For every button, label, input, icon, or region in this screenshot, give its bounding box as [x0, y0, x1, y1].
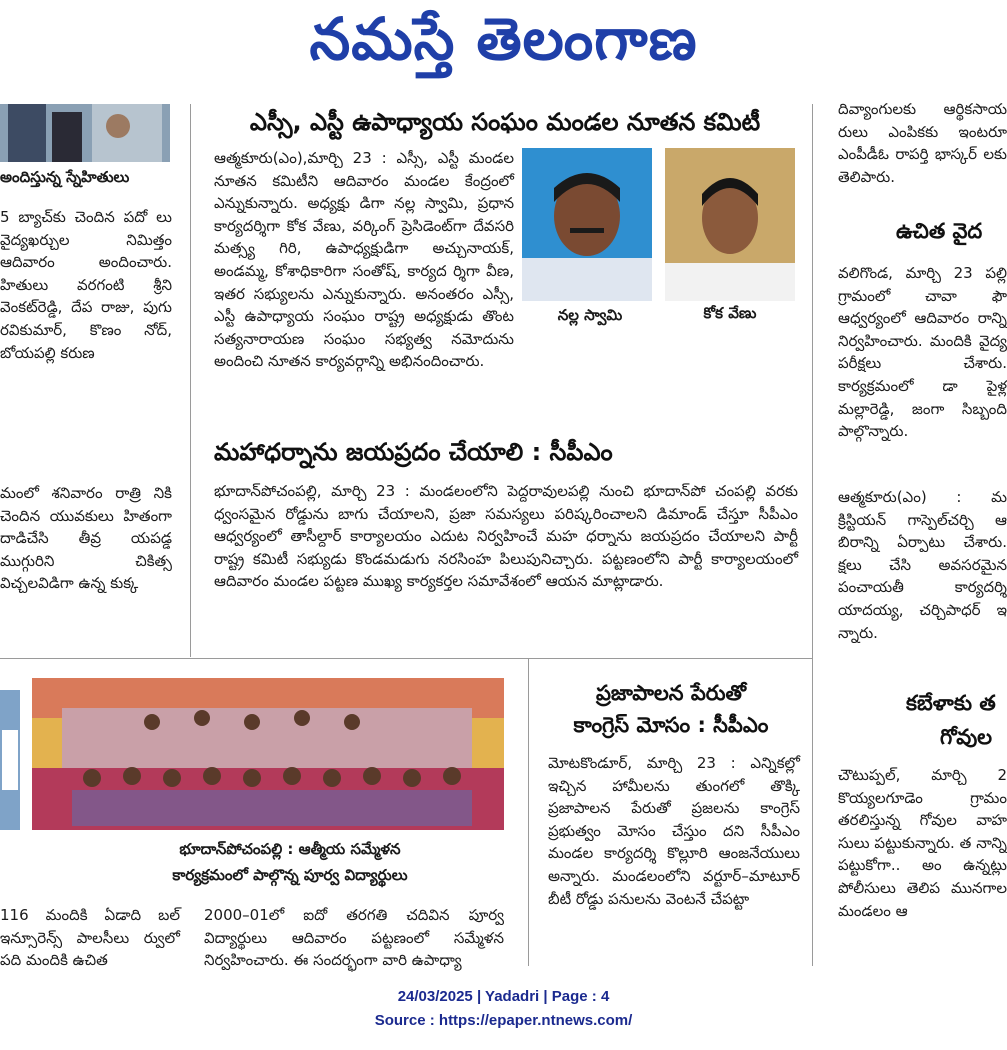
footer	[0, 985, 1007, 1033]
photo-nalla-swamy	[522, 148, 652, 301]
left-photo-2	[0, 690, 20, 830]
divider	[528, 659, 529, 966]
divider	[0, 658, 812, 659]
left-text-2: మంలో శనివారం రాత్రి నికి చెందిన యువకులు హితంగా దాడిచేసి తీవ్ర యపడ్డ ముగ్గురిని చికిత్స విచ్చలవిడిగా ఉన్న కుక్క	[0, 484, 172, 593]
photo-koka-venu	[665, 148, 795, 301]
article3-headline-1: ప్రజాపాలన పేరుతో	[596, 681, 746, 705]
article3-headline-2: కాంగ్రెస్ మోసం : సీపీఎం	[573, 713, 769, 737]
group-photo-caption-2: కార్యక్రమంలో పాల్గొన్న పూర్వ విద్యార్థులు	[172, 866, 408, 884]
right-headline-2b: గోవుల	[940, 725, 993, 749]
group-photo-caption-1: భూదాన్‌పోచంపల్లి : ఆత్మీయ సమ్మేళన	[179, 840, 401, 858]
photo1-caption: నల్ల స్వామి	[557, 306, 623, 324]
right-text-1: దివ్యాంగులకు ఆర్థికసాయ రులు ఎంపికకు ఇంటరూ ఎంపీడీఓ రాపర్తి భాస్కర్ లకు తెలిపారు.	[838, 100, 1007, 186]
masthead	[0, 0, 1007, 80]
left-photo	[0, 104, 170, 162]
article3-body: మోటకొండూర్, మార్చి 23 : ఎన్నికల్లో ఇచ్చిన హామీలను తుంగలో తొక్కి ప్రజాపాలన పేరుతో ప్రజలను కాంగ్రెస్ ప్రభుత్వం మోసం చేస్తుం దని సీపీఎం మండల కార్యదర్శి కొల్లూరి ఆంజనేయులు అన్నారు. మండలంలోని వర్టూర్–మాటూర్ బీటీ రోడ్డు పనులను వెంటనే చేపట్టా	[548, 754, 800, 908]
group-photo	[32, 678, 504, 830]
left-photo-caption: అందిస్తున్న స్నేహితులు	[0, 168, 130, 186]
divider	[190, 104, 191, 657]
group-photo-body: 2000–01లో ఐదో తరగతి చదివిన పూర్వ విద్యార్థులు ఆదివారం పట్టణంలో సమ్మేళన నిర్వహించారు. ఈ సందర్భంగా వారి ఉపాధ్యా	[204, 906, 504, 970]
article2-headline: మహాధర్నాను జయప్రదం చేయాలి : సీపీఎం	[214, 438, 613, 466]
article2-body: భూదాన్‌పోచంపల్లి, మార్చి 23 : మండలంలోని పెద్దరావులపల్లి నుంచి భూదాన్‌పో చంపల్లి వరకు ధ్వంసమైన రోడ్డును బాగు చేయాలని, ప్రజా సమస్యలు పరిష్కరించాలని డిమాండ్ చేస్తూ సీపీఎం ఆధ్వర్యంలో తాసీల్దార్ కార్యాలయం ఎదుట నిర్వహించే మహ ధర్నాను జయప్రదం చేయాలని పార్టీ రాష్ట్ర కమిటీ సభ్యుడు కొండమడుగు నరసింహ పిలుపునిచ్చారు. పట్టణంలోని పార్టీ కార్యాలయంలో ఆదివారం మండల పట్టణ ముఖ్య కార్యకర్తల సమావేశంలో ఆయన మాట్లాడారు.	[214, 482, 798, 591]
right-text-3: ఆత్మకూరు(ఎం) : మ క్రిస్టియన్ గాస్పెల్‌చర్చి ఆ బిరాన్ని ఏర్పాటు చేశారు. క్షలు చేసి అవసరమైన పంచాయతీ కార్యదర్శి యాదయ్య, చర్చిపాధర్ ఇ న్నారు.	[838, 488, 1007, 642]
newspaper-title: నమస్తే తెలంగాణ	[309, 5, 698, 73]
footer-source-link[interactable]: Source : https://epaper.ntnews.com/	[374, 1012, 633, 1029]
photo2-caption: కోక వేణు	[703, 304, 757, 322]
article1-headline: ఎస్సీ, ఎస్టీ ఉపాధ్యాయ సంఘం మండల నూతన కమిటీ	[249, 108, 761, 136]
divider	[812, 104, 813, 966]
right-headline-1: ఉచిత వైద	[896, 219, 983, 243]
footer-date-line: 24/03/2025 | Yadadri | Page : 4	[397, 988, 610, 1005]
right-headline-2a: కబేళాకు త	[906, 691, 996, 715]
left-text-1: 5 బ్యాచ్‌కు చెందిన పదో లు వైద్యఖర్చుల నిమిత్తం ఆదివారం అందించారు. హితులు వరగంటి శ్రీని వెంకట్‌రెడ్డి, దేప రాజు, పుగు రవికుమార్, కొణం నోద్, బోయపల్లి కరుణ	[0, 208, 172, 362]
left-text-3: 116 మందికి ఏడాది బల్ ఇన్సూరెన్స్ పాలసీలు ర్వులో పది మందికి ఉచిత	[0, 906, 180, 970]
right-text-2: వలిగొండ, మార్చి 23 పల్లి గ్రామంలో చావా ఫౌ ఆధ్వర్యంలో ఆదివారం రాన్ని నిర్వహించారు. మందికి వైద్య పరీక్షలు చేశారు. కార్యక్రమంలో డా పైళ్ల మల్లారెడ్డి, జంగా సిబ్బంది పాల్గొన్నారు.	[838, 264, 1007, 441]
article1-body: ఆత్మకూరు(ఎం),మార్చి 23 : ఎస్సీ, ఎస్టీ మండల నూతన కమిటీని ఆదివారం మండల కేంద్రంలో ఎన్నుకున్నారు. అధ్యక్షు డిగా నల్ల స్వామి, ప్రధాన కార్యదర్శిగా కోక వేణు, వర్కింగ్ ప్రెసిడెంట్‌గా దేవసరి మత్స్య గిరి, ఉపాధ్యక్షుడిగా అచ్చునాయక్, అండమ్మ, కోశాధికారిగా సంతోష్, కార్యద ర్శిగా వీణ, ఇతర సభ్యులను ఎన్నుకున్నారు. అనంతరం ఎస్సీ, ఎస్టీ ఉపాధ్యాయ సంఘం రాష్ట్ర అధ్యక్షుడు తొంట సత్యనారాయణ సంఘం సభ్యత్వ నమోదును అందించి నూతన కార్యవర్గాన్ని అభినందించారు.	[214, 149, 514, 371]
right-text-4: చౌటుప్పల్, మార్చి 2 కొయ్యలగూడెం గ్రామం తరలిస్తున్న గోవుల వాహ సులు పట్టుకున్నారు. త నాన్ని పట్టుకోగా.. అం ఉన్నట్లు పోలీసులు తెలిప మునగాల మండలం ఆ	[838, 766, 1007, 920]
